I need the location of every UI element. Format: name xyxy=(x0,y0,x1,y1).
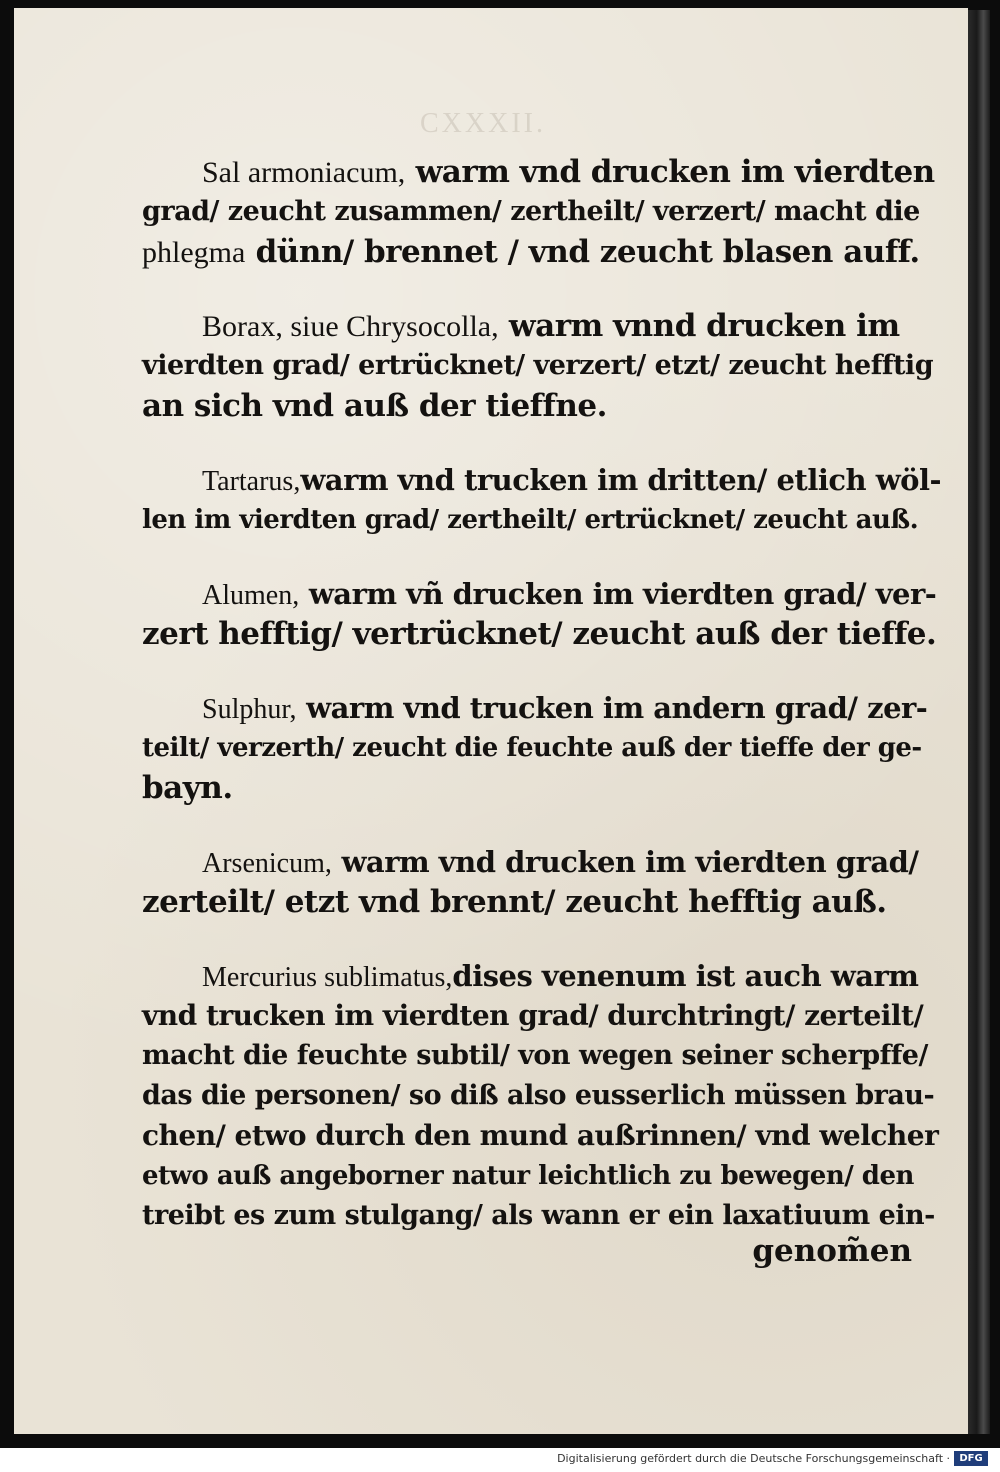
text-line xyxy=(142,768,942,808)
text-line xyxy=(142,1076,942,1116)
german-text: grad/ zeucht zusammen/ zertheilt/ verzert/ macht die xyxy=(142,196,920,227)
german-text: teilt/ verzerth/ zeucht die feuchte auß der tieffe der ge- xyxy=(142,733,922,763)
latin-term: phlegma xyxy=(142,236,246,269)
bleed-through-heading: CXXXII. xyxy=(420,108,546,139)
text-line xyxy=(142,1036,942,1076)
text-line xyxy=(142,688,942,728)
german-text: warm vnd trucken im dritten/ etlich wöl- xyxy=(300,463,942,497)
paragraph-borax xyxy=(142,306,942,426)
german-text: bayn. xyxy=(142,770,233,806)
latin-term: Arsenicum, xyxy=(202,848,332,879)
paragraph-alumen xyxy=(142,574,942,654)
german-text: len im vierdten grad/ zertheilt/ ertrücknet/ zeucht auß. xyxy=(142,505,919,535)
text-line xyxy=(142,728,942,768)
german-text: warm vñ drucken im vierdten grad/ ver- xyxy=(299,577,937,611)
latin-term: Sal armoniacum, xyxy=(202,156,406,189)
german-text: warm vnnd drucken im xyxy=(498,308,900,344)
catchword: genom̃en xyxy=(752,1233,912,1269)
text-line xyxy=(142,306,942,346)
text-line xyxy=(142,996,942,1036)
text-line xyxy=(142,152,942,192)
text-line xyxy=(142,386,942,426)
german-text: zert hefftig/ vertrücknet/ zeucht auß der tieffe. xyxy=(142,616,937,652)
german-text: warm vnd trucken im andern grad/ zer- xyxy=(296,691,928,725)
paragraph-sal-armoniacum xyxy=(142,152,942,272)
page-text xyxy=(142,152,942,1270)
latin-term: Mercurius sublimatus, xyxy=(202,962,453,993)
latin-term: Tartarus, xyxy=(202,466,301,497)
german-text: treibt es zum stulgang/ als wann er ein laxatiuum ein- xyxy=(142,1200,935,1231)
text-line xyxy=(142,882,942,922)
latin-term: Alumen, xyxy=(202,580,300,611)
text-line xyxy=(142,614,942,654)
text-line xyxy=(142,460,942,500)
text-line xyxy=(142,232,942,272)
german-text: macht die feuchte subtil/ von wegen seiner scherpffe/ xyxy=(142,1040,928,1071)
paragraph-tartarus xyxy=(142,460,942,540)
text-line xyxy=(142,500,942,540)
german-text: warm vnd drucken im vierdten grad/ xyxy=(331,845,919,879)
latin-term: Borax, siue Chrysocolla, xyxy=(202,310,499,343)
text-line xyxy=(142,956,942,996)
text-line xyxy=(142,1156,942,1196)
text-line xyxy=(142,1116,942,1156)
text-line xyxy=(142,574,942,614)
german-text: an sich vnd auß der tieffne. xyxy=(142,388,607,424)
german-text: vnd trucken im vierdten grad/ durchtringt/ zerteilt/ xyxy=(142,999,924,1032)
german-text: zerteilt/ etzt vnd brennt/ zeucht hefftig auß. xyxy=(142,884,887,920)
text-line xyxy=(142,346,942,386)
german-text: vierdten grad/ ertrücknet/ verzert/ etzt/ zeucht hefftig xyxy=(142,350,934,381)
footer-credit: Digitalisierung gefördert durch die Deutsche Forschungsgemeinschaft · xyxy=(557,1452,950,1465)
paragraph-arsenicum xyxy=(142,842,942,922)
text-line xyxy=(142,842,942,882)
german-text: warm vnd drucken im vierdten xyxy=(405,154,935,190)
paragraph-sulphur xyxy=(142,688,942,808)
german-text: dises venenum ist auch warm xyxy=(452,959,919,993)
paragraph-mercurius xyxy=(142,956,942,1236)
latin-term: Sulphur, xyxy=(202,694,297,725)
german-text: etwo auß angeborner natur leichtlich zu bewegen/ den xyxy=(142,1161,914,1191)
text-line xyxy=(142,1196,942,1236)
dfg-logo: DFG xyxy=(954,1451,988,1466)
page-edge xyxy=(968,10,990,1434)
german-text: das die personen/ so diß also eusserlich müssen brau- xyxy=(142,1080,935,1111)
text-line xyxy=(142,192,942,232)
german-text: dünn/ brennet / vnd zeucht blasen auff. xyxy=(245,234,920,270)
german-text: chen/ etwo durch den mund außrinnen/ vnd welcher xyxy=(142,1119,939,1152)
